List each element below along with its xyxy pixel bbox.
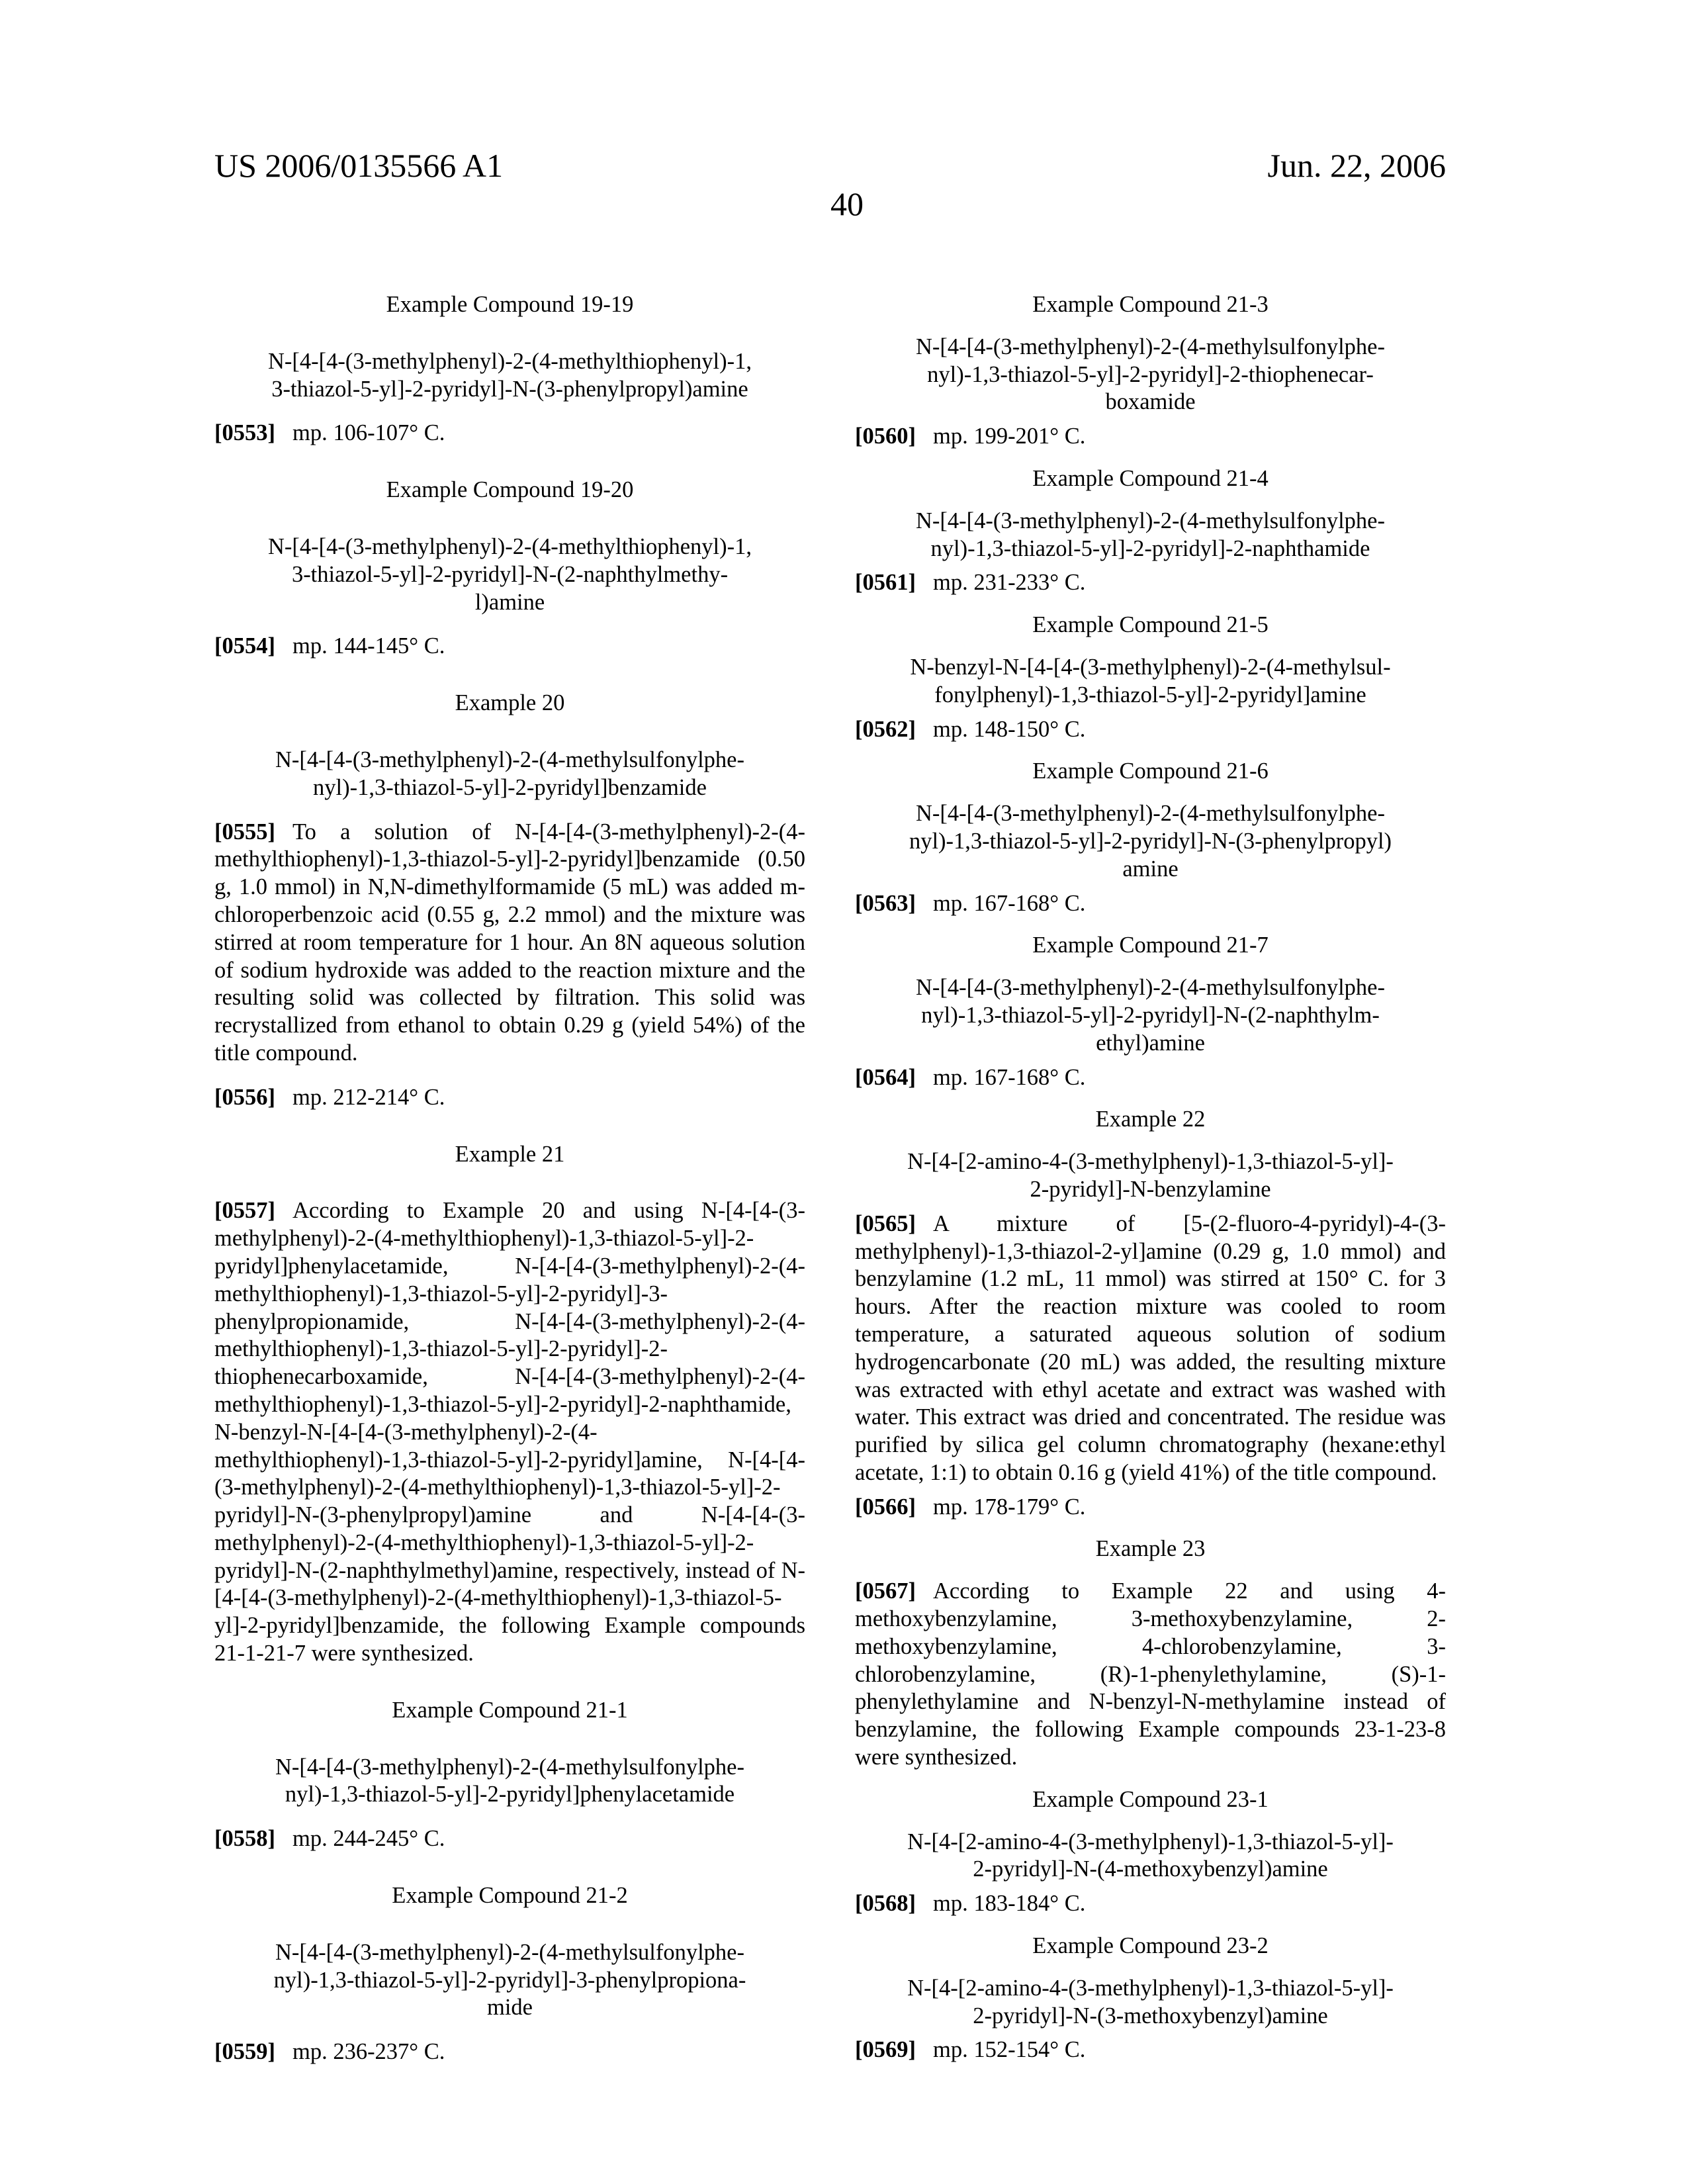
example-heading: Example Compound 19-20 [214,477,805,504]
compound-title: N-[4-[4-(3-methylphenyl)-2-(4-methylsulfonylphe- nyl)-1,3-thiazol-5-yl]-2-pyridyl]-2-naphthamide [855,508,1446,563]
publication-number: US 2006/0135566 A1 [214,147,503,184]
page-number: 40 [0,185,1694,222]
paragraph-text: mp. 167-168° C. [933,891,1085,916]
paragraph [855,1890,1446,1918]
compound-title: N-[4-[4-(3-methylphenyl)-2-(4-methylsulfonylphe- nyl)-1,3-thiazol-5-yl]-2-pyridyl]phenylacetamide [214,1754,805,1809]
paragraph-number: [0558] [214,1826,275,1851]
paragraph-number: [0556] [214,1085,275,1110]
paragraph [855,1494,1446,1522]
compound-title: N-[4-[2-amino-4-(3-methylphenyl)-1,3-thiazol-5-yl]- 2-pyridyl]-N-(4-methoxybenzyl)amine [855,1829,1446,1884]
paragraph-number: [0555] [214,819,275,844]
paragraph-number: [0561] [855,570,916,595]
left-column [214,291,805,2066]
example-heading: Example Compound 23-2 [855,1933,1446,1960]
paragraph-text: mp. 244-245° C. [292,1826,445,1851]
example-heading: Example Compound 21-7 [855,932,1446,960]
paragraph-text: mp. 199-201° C. [933,424,1085,449]
paragraph-text: mp. 144-145° C. [292,633,445,659]
paragraph-text: mp. 183-184° C. [933,1891,1085,1916]
paragraph-text: A mixture of [5-(2-fluoro-4-pyridyl)-4-(3-methylphenyl)-1,3-thiazol-2-yl]amine (0.29 g, 1.0 mmol) and benzylamine (1.2 mL, 11 mmol) was stirred at 150° C. for 3 hours. After the reaction mixture was cooled to room temperature, a saturated aqueous solution of sodium hydrogencarbonate (20 mL) was added, the resulting mixture was extracted with ethyl acetate and extract was washed with water. This extract was dried and concentrated. The residue was purified by silica gel column chromatography (hexane:ethyl acetate, 1:1) to obtain 0.16 g (yield 41%) of the title compound. [855,1211,1446,1485]
paragraph-number: [0569] [855,2037,916,2062]
paragraph [214,420,805,447]
compound-title: N-[4-[4-(3-methylphenyl)-2-(4-methylsulfonylphe- nyl)-1,3-thiazol-5-yl]-2-pyridyl]-3-phenylpropiona- mide [214,1939,805,2022]
example-heading: Example Compound 23-1 [855,1786,1446,1814]
paragraph-text: mp. 148-150° C. [933,717,1085,742]
paragraph [214,819,805,1068]
example-heading: Example Compound 21-3 [855,291,1446,319]
example-heading: Example Compound 21-5 [855,612,1446,639]
paragraph [214,2038,805,2066]
example-heading: Example Compound 21-4 [855,465,1446,493]
paragraph [214,1084,805,1112]
paragraph [855,569,1446,597]
example-heading: Example 21 [214,1141,805,1169]
paragraph-text: mp. 106-107° C. [292,420,445,445]
compound-title: N-[4-[4-(3-methylphenyl)-2-(4-methylsulfonylphe- nyl)-1,3-thiazol-5-yl]-2-pyridyl]-N-(2-naphthylm- ethyl)amine [855,974,1446,1057]
paragraph [855,890,1446,918]
paragraph-text: mp. 231-233° C. [933,570,1085,595]
example-heading: Example 22 [855,1106,1446,1134]
example-heading: Example Compound 19-19 [214,291,805,319]
paragraph-text: mp. 178-179° C. [933,1494,1085,1520]
paragraph [855,1064,1446,1092]
paragraph-text: mp. 167-168° C. [933,1065,1085,1090]
compound-title: N-[4-[4-(3-methylphenyl)-2-(4-methylthiophenyl)-1, 3-thiazol-5-yl]-2-pyridyl]-N-(3-phenylpropyl)amine [214,348,805,404]
paragraph [855,2036,1446,2064]
paragraph [855,1578,1446,1772]
example-heading: Example 20 [214,690,805,717]
paragraph [855,423,1446,451]
publication-date: Jun. 22, 2006 [1268,147,1446,184]
paragraph-text: According to Example 22 and using 4-methoxybenzylamine, 3-methoxybenzylamine, 2-methoxybenzylamine, 4-chlorobenzylamine, 3-chlorobenzylamine, (R)-1-phenylethylamine, (S)-1-phenylethylamine and N-benzyl-N-methylamine instead of benzylamine, the following Example compounds 23-1-23-8 were synthesized. [855,1578,1446,1770]
compound-title: N-[4-[4-(3-methylphenyl)-2-(4-methylsulfonylphe- nyl)-1,3-thiazol-5-yl]-2-pyridyl]-N-(3-phenylpropyl) amine [855,800,1446,883]
paragraph-text: mp. 236-237° C. [292,2039,445,2064]
paragraph [214,1825,805,1853]
compound-title: N-[4-[4-(3-methylphenyl)-2-(4-methylsulfonylphe- nyl)-1,3-thiazol-5-yl]-2-pyridyl]-2-thiophenecar- boxamide [855,334,1446,416]
paragraph-number: [0568] [855,1891,916,1916]
compound-title: N-[4-[2-amino-4-(3-methylphenyl)-1,3-thiazol-5-yl]- 2-pyridyl]-N-benzylamine [855,1148,1446,1204]
paragraph-number: [0559] [214,2039,275,2064]
paragraph-text: mp. 152-154° C. [933,2037,1085,2062]
example-heading: Example Compound 21-1 [214,1697,805,1725]
paragraph [214,1197,805,1668]
compound-title: N-[4-[4-(3-methylphenyl)-2-(4-methylsulfonylphe- nyl)-1,3-thiazol-5-yl]-2-pyridyl]benzamide [214,747,805,802]
paragraph-number: [0564] [855,1065,916,1090]
compound-title: N-[4-[2-amino-4-(3-methylphenyl)-1,3-thiazol-5-yl]- 2-pyridyl]-N-(3-methoxybenzyl)amine [855,1975,1446,2030]
compound-title: N-[4-[4-(3-methylphenyl)-2-(4-methylthiophenyl)-1, 3-thiazol-5-yl]-2-pyridyl]-N-(2-naphthylmethy- l)amine [214,533,805,616]
paragraph-text: mp. 212-214° C. [292,1085,445,1110]
compound-title: N-benzyl-N-[4-[4-(3-methylphenyl)-2-(4-methylsul- fonylphenyl)-1,3-thiazol-5-yl]-2-pyridyl]amine [855,654,1446,709]
right-column [855,291,1446,2064]
example-heading: Example Compound 21-6 [855,758,1446,786]
example-heading: Example 23 [855,1535,1446,1563]
paragraph-number: [0554] [214,633,275,659]
paragraph-number: [0562] [855,717,916,742]
paragraph-number: [0560] [855,424,916,449]
paragraph-number: [0563] [855,891,916,916]
paragraph-text: To a solution of N-[4-[4-(3-methylphenyl)-2-(4-methylthiophenyl)-1,3-thiazol-5-yl]-2-pyridyl]benzamide (0.50 g, 1.0 mmol) in N,N-dimethylformamide (5 mL) was added m-chloroperbenzoic acid (0.55 g, 2.2 mmol) and the mixture was stirred at room temperature for 1 hour. An 8N aqueous solution of sodium hydroxide was added to the reaction mixture and the resulting solid was collected by filtration. This solid was recrystallized from ethanol to obtain 0.29 g (yield 54%) of the title compound. [214,819,805,1066]
paragraph-number: [0566] [855,1494,916,1520]
paragraph-text: According to Example 20 and using N-[4-[4-(3-methylphenyl)-2-(4-methylthiophenyl)-1,3-thiazol-5-yl]-2-pyridyl]phenylacetamide, N-[4-[4-(3-methylphenyl)-2-(4-methylthiophenyl)-1,3-thiazol-5-yl]-2-pyridyl]-3-phenylpropionamide, N-[4-[4-(3-methylphenyl)-2-(4-methylthiophenyl)-1,3-thiazol-5-yl]-2-pyridyl]-2-thiophenecarboxamide, N-[4-[4-(3-methylphenyl)-2-(4-methylthiophenyl)-1,3-thiazol-5-yl]-2-pyridyl]-2-naphthamide, N-benzyl-N-[4-[4-(3-methylphenyl)-2-(4-methylthiophenyl)-1,3-thiazol-5-yl]-2-pyridyl]amine, N-[4-[4-(3-methylphenyl)-2-(4-methylthiophenyl)-1,3-thiazol-5-yl]-2-pyridyl]-N-(3-phenylpropyl)amine and N-[4-[4-(3-methylphenyl)-2-(4-methylthiophenyl)-1,3-thiazol-5-yl]-2-pyridyl]-N-(2-naphthylmethyl)amine, respectively, instead of N-[4-[4-(3-methylphenyl)-2-(4-methylthiophenyl)-1,3-thiazol-5-yl]-2-pyridyl]benzamide, the following Example compounds 21-1-21-7 were synthesized. [214,1198,805,1666]
paragraph-number: [0567] [855,1578,916,1604]
paragraph-number: [0553] [214,420,275,445]
paragraph [214,633,805,660]
paragraph-number: [0557] [214,1198,275,1223]
example-heading: Example Compound 21-2 [214,1882,805,1910]
paragraph [855,716,1446,744]
paragraph [855,1210,1446,1487]
paragraph-number: [0565] [855,1211,916,1236]
